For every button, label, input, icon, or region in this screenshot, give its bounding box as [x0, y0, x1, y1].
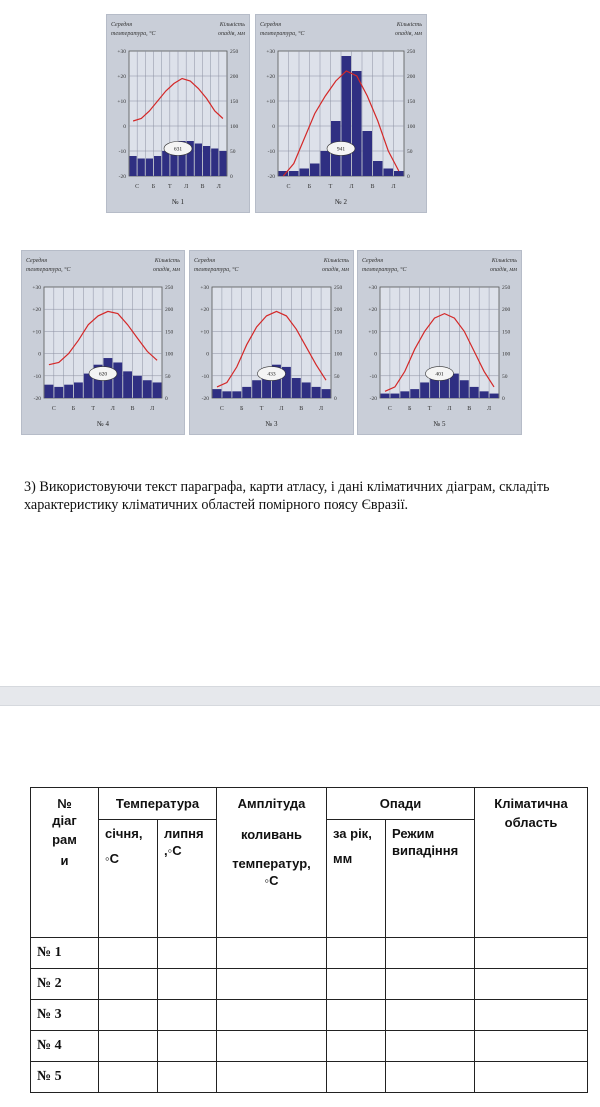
- temp-tick-label: -20: [33, 396, 41, 402]
- month-label: Л: [319, 406, 324, 412]
- diagram-number: № 3: [265, 420, 278, 428]
- precip-bar: [54, 387, 63, 398]
- precip-axis-title: опадів, мм: [153, 267, 180, 273]
- temp-tick-label: +30: [200, 285, 209, 291]
- month-label: Л: [349, 184, 354, 190]
- table-cell[interactable]: [475, 969, 588, 1000]
- precip-tick-label: 50: [502, 373, 508, 380]
- month-label: Т: [91, 406, 96, 412]
- month-label: С: [219, 406, 224, 412]
- table-cell[interactable]: [327, 969, 386, 1000]
- table-cell[interactable]: [158, 1031, 217, 1062]
- temp-axis-title: температура, °C: [260, 31, 305, 37]
- precip-bar: [410, 389, 419, 398]
- temp-axis-title: температура, °C: [26, 267, 71, 273]
- table-cell[interactable]: [386, 1062, 475, 1093]
- precip-bar: [213, 389, 222, 398]
- table-cell[interactable]: [217, 1031, 327, 1062]
- precip-tick-label: 100: [334, 351, 343, 358]
- precip-tick-label: 50: [230, 149, 236, 155]
- precip-bar: [381, 394, 390, 398]
- table-cell[interactable]: [475, 1062, 588, 1093]
- temp-tick-label: +20: [117, 74, 126, 80]
- table-cell[interactable]: [217, 969, 327, 1000]
- precip-bar: [195, 144, 202, 177]
- precip-bar: [222, 391, 231, 398]
- precip-axis-title: Кількість: [219, 22, 245, 28]
- month-label: Б: [408, 406, 412, 412]
- climate-diagram-5: [357, 250, 522, 435]
- precip-tick-label: 100: [502, 351, 511, 358]
- month-label: Б: [307, 184, 312, 190]
- table-cell[interactable]: [99, 1062, 158, 1093]
- precip-bar: [138, 159, 145, 177]
- annual-precip-value: 941: [336, 146, 346, 153]
- precip-bar: [390, 394, 399, 398]
- temp-tick-label: -10: [369, 373, 377, 380]
- month-label: Т: [167, 184, 172, 190]
- precip-bar: [123, 371, 132, 398]
- table-cell[interactable]: [327, 1062, 386, 1093]
- temp-tick-label: +30: [266, 49, 275, 55]
- table-cell[interactable]: [386, 1000, 475, 1031]
- precip-tick-label: 150: [334, 329, 343, 336]
- table-row: [31, 969, 588, 1000]
- temp-tick-label: -20: [201, 396, 209, 402]
- temp-axis-title: Середня: [362, 258, 384, 264]
- table-row: [31, 1062, 588, 1093]
- precip-bar: [470, 387, 479, 398]
- temp-tick-label: +10: [117, 99, 126, 105]
- precip-bar: [146, 159, 153, 177]
- climate-diagram-2: [255, 14, 427, 213]
- precip-tick-label: 0: [407, 174, 410, 180]
- precip-bar: [300, 169, 310, 177]
- header-per-year: за рік, мм: [327, 820, 386, 938]
- month-label: Л: [447, 406, 452, 412]
- precip-tick-label: 0: [502, 396, 505, 402]
- annual-precip-value: 631: [173, 146, 183, 153]
- month-label: Б: [71, 406, 76, 412]
- table-cell[interactable]: [217, 938, 327, 969]
- precip-bar: [310, 164, 320, 177]
- month-label: Т: [427, 406, 432, 412]
- climate-table: [30, 787, 588, 1093]
- table-cell[interactable]: [475, 938, 588, 969]
- precip-tick-label: 150: [502, 329, 511, 336]
- table-cell[interactable]: [99, 1000, 158, 1031]
- table-cell[interactable]: [327, 1031, 386, 1062]
- precip-axis-title: опадів, мм: [322, 267, 349, 273]
- temp-tick-label: 0: [272, 124, 275, 130]
- precip-bar: [219, 151, 226, 176]
- precip-bar: [232, 391, 241, 398]
- temp-tick-label: +20: [266, 74, 275, 80]
- precip-bar: [420, 382, 429, 398]
- annual-precip-value: 433: [267, 371, 276, 378]
- precip-axis-title: опадів, мм: [490, 267, 517, 273]
- precip-bar: [133, 376, 142, 398]
- precip-tick-label: 150: [165, 329, 174, 336]
- precip-axis-title: Кількість: [323, 258, 349, 264]
- table-cell[interactable]: [99, 938, 158, 969]
- precip-bar: [242, 387, 251, 398]
- month-label: В: [370, 184, 375, 190]
- precip-axis-title: Кількість: [491, 258, 517, 264]
- climate-diagram-3: [189, 250, 354, 435]
- precip-bar: [153, 382, 162, 398]
- temp-axis-title: Середня: [260, 22, 282, 28]
- month-label: Л: [216, 184, 221, 190]
- precip-tick-label: 50: [407, 149, 413, 155]
- temp-axis-title: температура, °C: [194, 267, 239, 273]
- precip-bar: [363, 131, 373, 176]
- climate-diagram-1: [106, 14, 250, 213]
- task-text: 3) Використовуючи текст параграфа, карти атласу, і дані кліматичних діаграм, складіть характеристику кліматичних областей помірного поясу Євразії.: [24, 479, 550, 513]
- precip-tick-label: 250: [502, 285, 511, 291]
- precip-bar: [64, 385, 73, 398]
- header-july: липня ,◦С: [158, 820, 217, 938]
- table-cell[interactable]: [158, 938, 217, 969]
- temp-tick-label: -10: [201, 373, 209, 380]
- header-diagram-number: № діаг рам и: [31, 788, 99, 938]
- temp-tick-label: +30: [32, 285, 41, 291]
- diagram-number: № 2: [335, 198, 347, 206]
- month-label: Л: [150, 406, 155, 412]
- table-cell[interactable]: [99, 969, 158, 1000]
- temp-tick-label: -20: [118, 174, 126, 180]
- precip-tick-label: 150: [407, 99, 416, 105]
- table-row: [31, 1031, 588, 1062]
- month-label: Л: [487, 406, 492, 412]
- precip-tick-label: 200: [334, 307, 343, 314]
- precip-bar: [252, 380, 261, 398]
- table-cell[interactable]: [386, 938, 475, 969]
- precip-bar: [352, 71, 362, 176]
- precip-tick-label: 50: [165, 373, 171, 380]
- header-january: січня, ◦С: [99, 820, 158, 938]
- diagram-number: № 5: [433, 420, 446, 428]
- row-label: № 5: [31, 1062, 99, 1093]
- month-label: В: [299, 406, 304, 412]
- temp-tick-label: +10: [266, 99, 275, 105]
- header-temperature: Температура: [99, 788, 217, 820]
- month-label: В: [130, 406, 135, 412]
- header-amplitude: Амплітуда коливань температур, ◦С: [217, 788, 327, 938]
- table-cell[interactable]: [158, 969, 217, 1000]
- precip-tick-label: 200: [230, 74, 239, 80]
- temp-tick-label: -10: [118, 149, 126, 155]
- precip-tick-label: 250: [334, 285, 343, 291]
- month-label: В: [467, 406, 472, 412]
- table-cell[interactable]: [158, 1062, 217, 1093]
- climate-diagram-4: [21, 250, 185, 435]
- table-cell[interactable]: [158, 1000, 217, 1031]
- precip-tick-label: 200: [502, 307, 511, 314]
- temp-axis-title: Середня: [194, 258, 216, 264]
- header-climate-region: Кліматична область: [475, 788, 588, 938]
- month-label: Б: [151, 184, 156, 190]
- table-row: [31, 1000, 588, 1031]
- precip-bar: [373, 161, 383, 176]
- precip-tick-label: 100: [165, 351, 174, 358]
- precip-bar: [154, 156, 161, 176]
- precip-tick-label: 250: [230, 49, 239, 55]
- precip-axis-title: Кількість: [154, 258, 180, 264]
- row-label: № 2: [31, 969, 99, 1000]
- temp-axis-title: температура, °C: [111, 31, 156, 37]
- annual-precip-value: 401: [435, 371, 444, 378]
- temp-tick-label: +10: [200, 329, 209, 336]
- precip-bar: [74, 382, 83, 398]
- row-label: № 4: [31, 1031, 99, 1062]
- precip-bar: [162, 151, 169, 176]
- temp-tick-label: +30: [117, 49, 126, 55]
- precip-bar: [480, 391, 489, 398]
- precip-tick-label: 100: [230, 124, 239, 130]
- precip-bar: [203, 146, 210, 176]
- precip-tick-label: 0: [334, 396, 337, 402]
- month-label: В: [200, 184, 205, 190]
- temp-tick-label: -20: [267, 174, 275, 180]
- table-cell[interactable]: [386, 969, 475, 1000]
- temp-tick-label: +10: [32, 329, 41, 336]
- temp-tick-label: +10: [368, 329, 377, 336]
- precip-bar: [460, 380, 469, 398]
- precip-bar: [490, 394, 499, 398]
- temp-tick-label: +20: [368, 307, 377, 314]
- precip-bar: [211, 149, 218, 177]
- table-cell[interactable]: [217, 1062, 327, 1093]
- month-label: С: [387, 406, 392, 412]
- month-label: Б: [240, 406, 244, 412]
- table-cell[interactable]: [99, 1031, 158, 1062]
- month-label: Л: [391, 184, 396, 190]
- row-label: № 1: [31, 938, 99, 969]
- precip-bar: [400, 391, 409, 398]
- table-cell[interactable]: [327, 1000, 386, 1031]
- header-regime: Режим випадіння: [386, 820, 475, 938]
- header-precipitation: Опади: [327, 788, 475, 820]
- precip-bar: [302, 382, 311, 398]
- precip-tick-label: 200: [407, 74, 416, 80]
- precip-bar: [113, 362, 122, 398]
- precip-axis-title: Кількість: [396, 22, 422, 28]
- month-label: С: [51, 406, 56, 412]
- temp-tick-label: -20: [369, 396, 377, 402]
- temp-tick-label: 0: [38, 351, 41, 358]
- precip-bar: [143, 380, 152, 398]
- precip-axis-title: опадів, мм: [395, 31, 422, 37]
- table-row: [31, 938, 588, 969]
- month-label: Т: [328, 184, 333, 190]
- precip-tick-label: 250: [165, 285, 174, 291]
- diagram-number: № 1: [172, 198, 184, 206]
- table-cell[interactable]: [475, 1000, 588, 1031]
- precip-tick-label: 0: [230, 174, 233, 180]
- precip-bar: [322, 389, 331, 398]
- precip-bar: [394, 171, 404, 176]
- temp-tick-label: 0: [206, 351, 209, 358]
- precip-tick-label: 150: [230, 99, 239, 105]
- row-label: № 3: [31, 1000, 99, 1031]
- month-label: Т: [259, 406, 264, 412]
- temp-axis-title: Середня: [111, 22, 133, 28]
- page-separator: [0, 686, 600, 706]
- diagram-number: № 4: [97, 420, 109, 428]
- table-cell[interactable]: [217, 1000, 327, 1031]
- temp-tick-label: +30: [368, 285, 377, 291]
- month-label: С: [286, 184, 291, 190]
- precip-tick-label: 0: [165, 396, 168, 402]
- month-label: Л: [110, 406, 115, 412]
- precip-bar: [292, 378, 301, 398]
- temp-tick-label: +20: [32, 307, 41, 314]
- precip-bar: [289, 171, 299, 176]
- table-cell[interactable]: [386, 1031, 475, 1062]
- precip-axis-title: опадів, мм: [218, 31, 245, 37]
- precip-bar: [130, 156, 137, 176]
- month-label: Л: [184, 184, 189, 190]
- annual-precip-value: 620: [98, 371, 108, 378]
- month-label: С: [135, 184, 140, 190]
- temp-tick-label: +20: [200, 307, 209, 314]
- temp-tick-label: -10: [33, 373, 41, 380]
- precip-tick-label: 250: [407, 49, 416, 55]
- temp-tick-label: -10: [267, 149, 275, 155]
- precip-bar: [45, 385, 54, 398]
- precip-bar: [384, 169, 394, 177]
- precip-tick-label: 100: [407, 124, 416, 130]
- precip-tick-label: 200: [165, 307, 174, 314]
- temp-tick-label: 0: [374, 351, 377, 358]
- temp-tick-label: 0: [123, 124, 126, 130]
- precip-bar: [312, 387, 321, 398]
- precip-tick-label: 50: [334, 373, 340, 380]
- precip-bar: [321, 151, 331, 176]
- month-label: Л: [279, 406, 284, 412]
- temp-axis-title: Середня: [26, 258, 48, 264]
- table-cell[interactable]: [327, 938, 386, 969]
- temp-axis-title: температура, °C: [362, 267, 407, 273]
- table-cell[interactable]: [475, 1031, 588, 1062]
